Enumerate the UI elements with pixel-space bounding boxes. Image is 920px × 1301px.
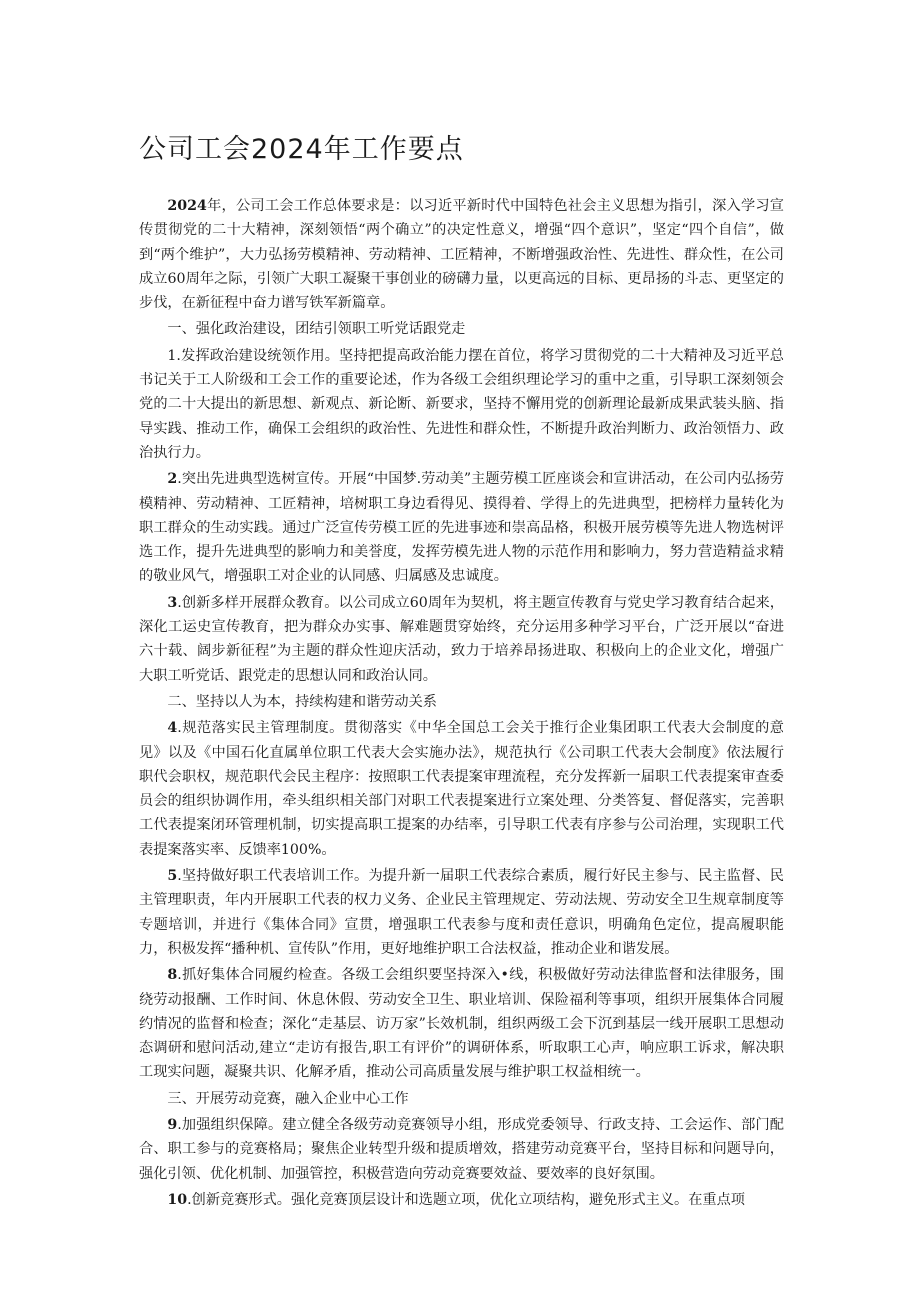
item-number: 8 (167, 967, 178, 984)
section-3-item-2 (139, 1188, 784, 1212)
item-text: .创新多样开展群众教育。以公司成立60周年为契机，将主题宣传教育与党史学习教育结合起来，深化工运史宣传教育，把为群众办实事、解难题贯穿始终，充分运用多种学习平台，广泛开展以“奋进六十载、阔步新征程”为主题的群众性迎庆活动，致力于培养昂扬进取、积极向上的企业文化，增强广大职工听党话、跟党走的思想认同和政治认同。 (139, 594, 784, 684)
item-number: 10 (167, 1191, 188, 1208)
item-text: .突出先进典型选树宣传。开展“中国梦.劳动美”主题劳模工匠座谈会和宣讲活动，在公司内弘扬劳模精神、劳动精神、工匠精神，培树职工身边看得见、摸得着、学得上的先进典型，把榜样力量转化为职工群众的生动实践。通过广泛宣传劳模工匠的先进事迹和崇高品格，积极开展劳模等先进人物选树评选工作，提升先进典型的影响力和美誉度，发挥劳模先进人物的示范作用和影响力，努力营造精益求精的敬业风气，增强职工对企业的认同感、归属感及忠诚度。 (139, 471, 784, 585)
intro-paragraph (139, 194, 784, 315)
section-2-item-1 (139, 716, 784, 862)
section-heading-1: 一、强化政治建设，团结引领职工听党话跟党走 (167, 321, 466, 338)
item-text: .加强组织保障。建立健全各级劳动竞赛领导小组，形成党委领导、行政支持、工会运作、部门配合、职工参与的竞赛格局；聚焦企业转型升级和提质增效，搭建劳动竞赛平台，坚持目标和问题导向，强化引领、优化机制、加强管控，积极营造向劳动竞赛要效益、要效率的良好氛围。 (139, 1116, 784, 1182)
section-3-item-1 (139, 1113, 784, 1186)
item-text: 发挥政治建设统领作用。坚持把提高政治能力摆在首位，将学习贯彻党的二十大精神及习近平总书记关于工人阶级和工会工作的重要论述，作为各级工会组织理论学习的重中之重，引导职工深刻领会党的二十大提出的新思想、新观点、新论断、新要求，坚持不懈用党的创新理论最新成果武装头脑、指导实践、推动工作，确保工会组织的政治性、先进性和群众性，不断提升政治判断力、政治领悟力、政治执行力。 (139, 347, 784, 461)
item-number: 3 (167, 594, 178, 611)
section-2-item-2 (139, 864, 784, 961)
item-number: 5 (167, 868, 178, 885)
document-page (139, 128, 784, 1214)
item-number: 2 (167, 471, 178, 488)
section-1-item-1 (139, 344, 784, 465)
section-2-item-3 (139, 963, 784, 1084)
section-1-item-2 (139, 467, 784, 588)
intro-year: 2024 (167, 198, 207, 214)
item-number: 4 (167, 720, 178, 737)
document-title: 公司工会2024年工作要点 (139, 134, 464, 165)
intro-text: 年，公司工会工作总体要求是：以习近平新时代中国特色社会主义思想为指引，深入学习宣传贯彻党的二十大精神，深刻领悟“两个确立”的决定性意义，增强“四个意识”，坚定“四个自信”，做到“两个维护”，大力弘扬劳模精神、劳动精神、工匠精神，不断增强政治性、先进性、群众性，在公司成立60周年之际，引领广大职工凝聚干事创业的磅礴力量，以更高远的目标、更昂扬的斗志、更坚定的步伐，在新征程中奋力谱写铁军新篇章。 (139, 198, 784, 312)
section-1-item-3 (139, 591, 784, 688)
item-text: .规范落实民主管理制度。贯彻落实《中华全国总工会关于推行企业集团职工代表大会制度的意见》以及《中国石化直属单位职工代表大会实施办法》，规范执行《公司职工代表大会制度》依法履行职代会职权，规范职代会民主程序：按照职工代表提案审理流程，充分发挥新一届职工代表提案审查委员会的组织协调作用，牵头组织相关部门对职工代表提案进行立案处理、分类答复、督促落实，完善职工代表提案闭环管理机制，切实提高职工提案的办结率，引导职工代表有序参与公司治理，实现职工代表提案落实率、反馈率100%。 (139, 720, 784, 858)
item-number: 1. (167, 347, 181, 364)
section-heading-2: 二、坚持以人为本，持续构建和谐劳动关系 (167, 693, 437, 710)
item-text: .创新竞赛形式。强化竞赛顶层设计和选题立项，优化立项结构，避免形式主义。在重点项 (187, 1191, 745, 1208)
item-number: 9 (167, 1116, 178, 1133)
item-text: .坚持做好职工代表培训工作。为提升新一届职工代表综合素质，履行好民主参与、民主监督、民主管理职责，年内开展职工代表的权力义务、企业民主管理规定、劳动法规、劳动安全卫生规章制度等专题培训，并进行《集体合同》宣贯，增强职工代表参与度和责任意识，明确角色定位，提高履职能力，积极发挥“播种机、宣传队”作用，更好地维护职工合法权益，推动企业和谐发展。 (139, 868, 784, 957)
section-heading-3: 三、开展劳动竞赛，融入企业中心工作 (167, 1090, 409, 1107)
item-text: .抓好集体合同履约检查。各级工会组织要坚持深入•线，积极做好劳动法律监督和法律服务，围绕劳动报酬、工作时间、休息休假、劳动安全卫生、职业培训、保险福利等事项，组织开展集体合同履约情况的监督和检查；深化“走基层、访万家”长效机制，组织两级工会下沉到基层一线开展职工思想动态调研和慰问活动,建立“走访有报告,职工有评价”的调研体系，听取职工心声，响应职工诉求，解决职工现实问题，凝聚共识、化解矛盾，推动公司高质量发展与维护职工权益相统一。 (139, 967, 784, 1081)
